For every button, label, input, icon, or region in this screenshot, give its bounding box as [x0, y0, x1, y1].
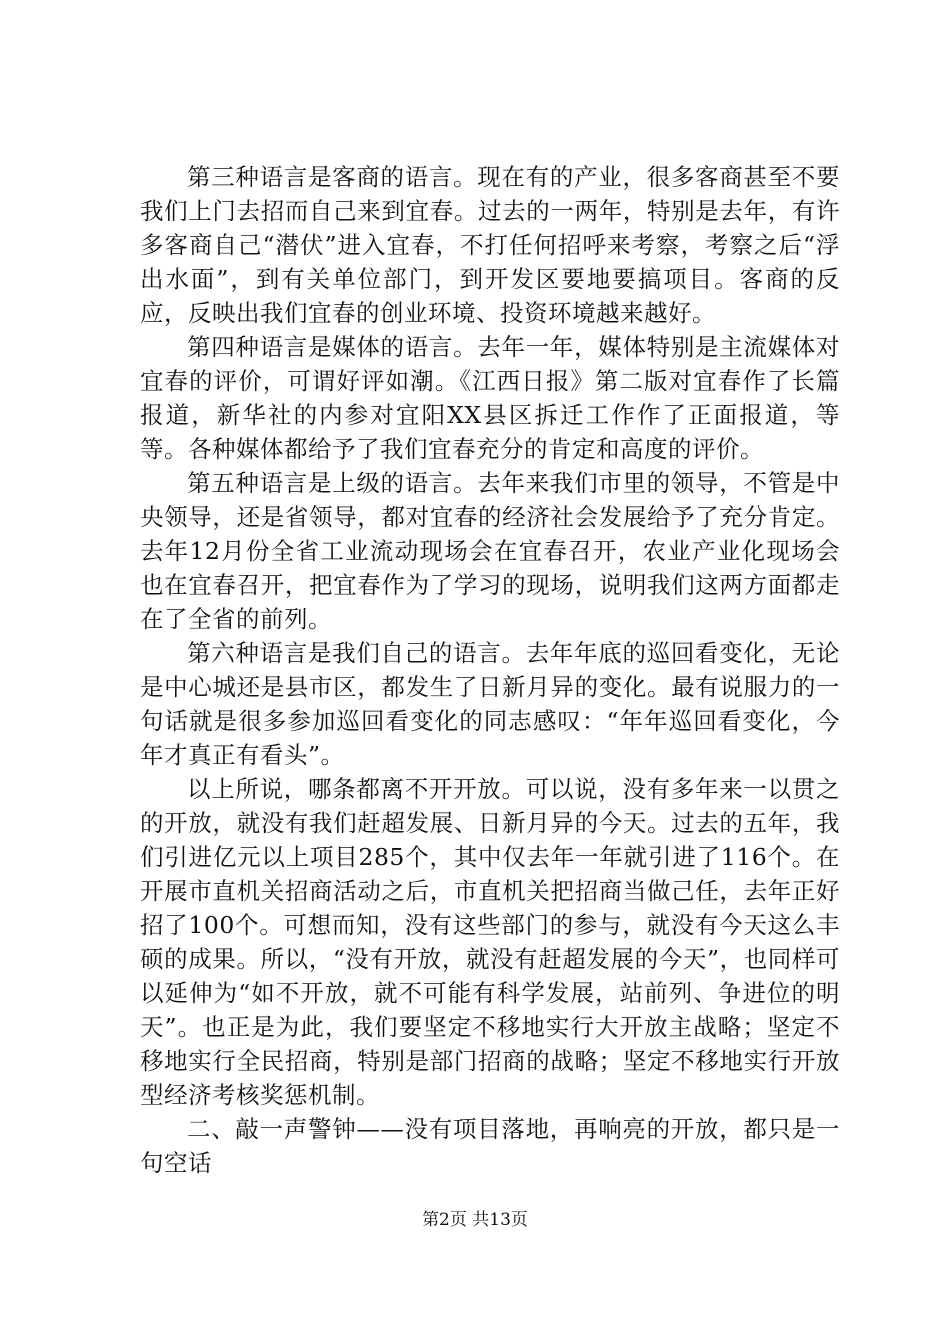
- page-number-footer: 第2页 共13页: [422, 1210, 528, 1230]
- section-heading-warning: 二、敲一声警钟——没有项目落地，再响亮的开放，都只是一句空话: [140, 1115, 840, 1177]
- paragraph-our-own-language: 第六种语言是我们自己的语言。去年年底的巡回看变化，无论是中心城还是县市区，都发生了日新月异的变化。最有说服力的一句话就是很多参加巡回看变化的同志感叹：“年年巡回看变化，今年才真正有看头”。: [140, 639, 840, 769]
- paragraph-media-language: 第四种语言是媒体的语言。去年一年，媒体特别是主流媒体对宜春的评价，可谓好评如潮。《江西日报》第二版对宜春作了长篇报道，新华社的内参对宜阳XX县区拆迁工作作了正面报道，等等。各种媒体都给予了我们宜春充分的肯定和高度的评价。: [140, 333, 840, 463]
- paragraph-superiors-language: 第五种语言是上级的语言。去年来我们市里的领导，不管是中央领导，还是省领导，都对宜春的经济社会发展给予了充分肯定。去年12月份全省工业流动现场会在宜春召开，农业产业化现场会也在宜春召开，把宜春作为了学习的现场，说明我们这两方面都走在了全省的前列。: [140, 469, 840, 633]
- document-body: [140, 160, 840, 1180]
- paragraph-opening-summary: 以上所说，哪条都离不开开放。可以说，没有多年来一以贯之的开放，就没有我们赶超发展、日新月异的今天。过去的五年，我们引进亿元以上项目285个，其中仅去年一年就引进了116个。在开展市直机关招商活动之后，市直机关把招商当做己任，去年正好招了100个。可想而知，没有这些部门的参与，就没有今天这么丰硕的成果。所以，“没有开放，就没有赶超发展的今天”，也同样可以延伸为“如不开放，就不可能有科学发展，站前列、争进位的明天”。也正是为此，我们要坚定不移地实行大开放主战略；坚定不移地实行全民招商，特别是部门招商的战略；坚定不移地实行开放型经济考核奖惩机制。: [140, 775, 840, 1109]
- paragraph-merchants-language: 第三种语言是客商的语言。现在有的产业，很多客商甚至不要我们上门去招而自己来到宜春。过去的一两年，特别是去年，有许多客商自己“潜伏”进入宜春，不打任何招呼来考察，考察之后“浮出水面”，到有关单位部门，到开发区要地要搞项目。客商的反应，反映出我们宜春的创业环境、投资环境越来越好。: [140, 163, 840, 327]
